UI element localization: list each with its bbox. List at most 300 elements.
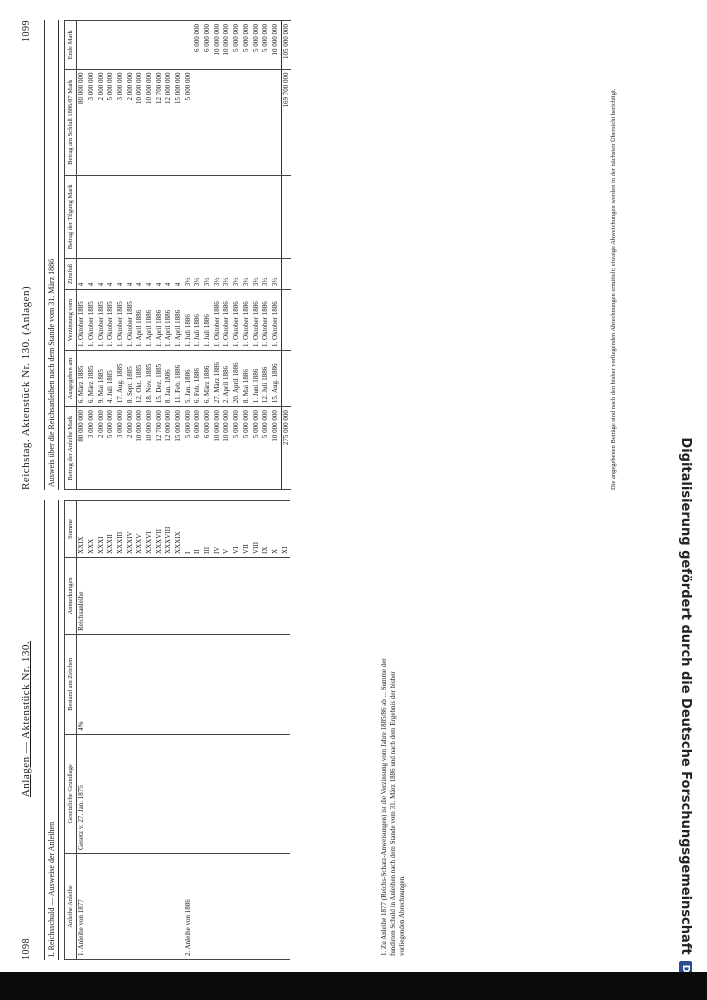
table-cell: 3 000 000 bbox=[87, 407, 97, 490]
table-cell: 6 000 000 bbox=[193, 407, 203, 490]
table-cell: 1. Oktober 1885 bbox=[106, 290, 116, 351]
table-cell: 2 000 000 bbox=[126, 407, 136, 490]
right-col-header: Verzinsung vom bbox=[65, 290, 77, 351]
table-cell bbox=[97, 853, 107, 959]
table-cell bbox=[184, 175, 194, 258]
table-cell bbox=[87, 557, 97, 634]
table-cell bbox=[116, 557, 126, 634]
table-cell bbox=[203, 557, 213, 634]
table-cell bbox=[97, 557, 107, 634]
table-cell bbox=[271, 634, 281, 734]
table-row bbox=[145, 21, 155, 490]
table-cell: 12. Juli 1886 bbox=[261, 350, 271, 406]
table-row bbox=[242, 501, 252, 960]
table-cell: 1. Oktober 1885 bbox=[87, 290, 97, 351]
table-cell: 8. Mai 1886 bbox=[242, 350, 252, 406]
table-cell bbox=[271, 557, 281, 634]
table-cell: 10 000 000 bbox=[271, 407, 281, 490]
table-cell bbox=[242, 557, 252, 634]
table-cell: 1. April 1886 bbox=[135, 290, 145, 351]
table-cell bbox=[126, 21, 136, 70]
table-cell: 5 000 000 bbox=[184, 69, 194, 175]
table-row bbox=[135, 501, 145, 960]
table-cell: 5 000 000 bbox=[242, 21, 252, 70]
table-cell bbox=[164, 853, 174, 959]
table-cell bbox=[232, 734, 242, 853]
table-cell: 2 000 000 bbox=[126, 69, 136, 175]
table-cell bbox=[222, 69, 232, 175]
table-cell: 5 000 000 bbox=[261, 407, 271, 490]
table-cell: 5 000 000 bbox=[106, 407, 116, 490]
left-header-title: Anlagen — Aktenstück Nr. 130. bbox=[20, 640, 32, 798]
table-cell bbox=[116, 175, 126, 258]
table-cell bbox=[145, 21, 155, 70]
table-cell bbox=[281, 853, 291, 959]
table-cell: 4 bbox=[135, 258, 145, 289]
table-row bbox=[155, 21, 165, 490]
right-running-head bbox=[20, 20, 32, 490]
table-row bbox=[106, 21, 116, 490]
table-cell: 1. April 1886 bbox=[164, 290, 174, 351]
table-cell: 80 000 000 bbox=[77, 69, 87, 175]
table-cell bbox=[252, 557, 262, 634]
table-cell: 1. Oktober 1885 bbox=[77, 290, 87, 351]
table-cell bbox=[77, 175, 87, 258]
table-cell: 1. Oktober 1885 bbox=[97, 290, 107, 351]
right-col-header: Zinsfuß bbox=[65, 258, 77, 289]
table-cell: 5 000 000 bbox=[252, 21, 262, 70]
table-cell: 5 000 000 bbox=[242, 407, 252, 490]
table-cell: 5 000 000 bbox=[232, 21, 242, 70]
table-cell bbox=[193, 853, 203, 959]
table-cell bbox=[155, 557, 165, 634]
table-cell: Gesetz v. 27. Jan. 1875 bbox=[77, 734, 87, 853]
banner-text-row bbox=[673, 0, 699, 1000]
right-col-header: Betrag am Schluß 1886/87 Mark bbox=[65, 69, 77, 175]
table-cell: VII bbox=[242, 501, 252, 558]
table-cell: 2 000 000 bbox=[97, 69, 107, 175]
table-cell: 10 000 000 bbox=[145, 69, 155, 175]
table-cell: 4 bbox=[106, 258, 116, 289]
right-col-header: Ausgegeben am bbox=[65, 350, 77, 406]
table-row bbox=[252, 21, 262, 490]
sum-row bbox=[281, 21, 291, 490]
table-cell bbox=[164, 634, 174, 734]
table-cell: VIII bbox=[252, 501, 262, 558]
table-cell: 1. Oktober 1886 bbox=[271, 290, 281, 351]
table-cell: 1. Juli 1886 bbox=[184, 290, 194, 351]
table-cell: 6. März 1885 bbox=[77, 350, 87, 406]
table-cell bbox=[252, 175, 262, 258]
right-col-header: Betrag der Anleihe Mark bbox=[65, 407, 77, 490]
table-cell bbox=[222, 734, 232, 853]
table-cell: 6. Feb. 1886 bbox=[193, 350, 203, 406]
table-cell bbox=[87, 734, 97, 853]
table-cell: 6. März 1886 bbox=[203, 350, 213, 406]
table-cell: 6 000 000 bbox=[203, 407, 213, 490]
table-row bbox=[222, 21, 232, 490]
table-cell: 5 000 000 bbox=[261, 21, 271, 70]
table-row bbox=[281, 501, 291, 960]
table-cell bbox=[155, 853, 165, 959]
table-cell bbox=[174, 21, 184, 70]
table-cell: 4 bbox=[174, 258, 184, 289]
table-cell: XXXV bbox=[135, 501, 145, 558]
right-header-title: Reichstag. Aktenstück Nr. 130. (Anlagen) bbox=[20, 285, 32, 490]
table-cell: 1. Oktober 1885 bbox=[116, 290, 126, 351]
table-cell: 4 bbox=[116, 258, 126, 289]
table-row bbox=[164, 21, 174, 490]
table-cell: XXIX bbox=[77, 501, 87, 558]
scan-bottom-edge bbox=[0, 972, 707, 1000]
table-row bbox=[77, 501, 87, 960]
table-cell: XXX bbox=[87, 501, 97, 558]
table-cell bbox=[213, 175, 223, 258]
table-cell bbox=[106, 853, 116, 959]
table-row bbox=[232, 501, 242, 960]
table-cell: 1. Juli 1886 bbox=[193, 290, 203, 351]
table-cell: I bbox=[184, 501, 194, 558]
table-cell bbox=[155, 175, 165, 258]
table-cell bbox=[87, 853, 97, 959]
table-cell: 1. Juli 1886 bbox=[203, 290, 213, 351]
table-cell bbox=[145, 734, 155, 853]
table-row bbox=[126, 501, 136, 960]
table-cell: 15 000 000 bbox=[174, 69, 184, 175]
table-cell bbox=[116, 634, 126, 734]
rotated-spread bbox=[20, 20, 660, 960]
table-cell: 3½ bbox=[271, 258, 281, 289]
table-cell bbox=[203, 734, 213, 853]
table-cell: XXXIX bbox=[174, 501, 184, 558]
table-cell bbox=[252, 69, 262, 175]
table-cell bbox=[232, 69, 242, 175]
left-col-header: Summe bbox=[65, 501, 77, 558]
table-cell: XXXIII bbox=[116, 501, 126, 558]
table-cell bbox=[203, 175, 213, 258]
table-cell bbox=[242, 853, 252, 959]
table-row bbox=[145, 501, 155, 960]
table-row bbox=[193, 21, 203, 490]
table-cell bbox=[281, 557, 291, 634]
table-cell: 3½ bbox=[222, 258, 232, 289]
table-cell bbox=[106, 557, 116, 634]
table-cell bbox=[242, 634, 252, 734]
table-cell: 3½ bbox=[232, 258, 242, 289]
table-cell: 18. Nov. 1885 bbox=[145, 350, 155, 406]
digitization-banner bbox=[673, 0, 699, 1000]
table-cell bbox=[174, 175, 184, 258]
table-cell: 80 000 000 bbox=[77, 407, 87, 490]
table-cell: 9. Mai 1885 bbox=[97, 350, 107, 406]
table-row bbox=[271, 21, 281, 490]
table-cell bbox=[126, 557, 136, 634]
table-row bbox=[87, 21, 97, 490]
table-cell: 2. Anleihe von 1886 bbox=[184, 853, 194, 959]
table-row bbox=[106, 501, 116, 960]
table-cell: XI bbox=[281, 501, 291, 558]
left-col-header: Bestand am Zeichen bbox=[65, 634, 77, 734]
table-cell: IV bbox=[213, 501, 223, 558]
table-cell bbox=[106, 175, 116, 258]
table-cell bbox=[281, 734, 291, 853]
table-cell: 1. April 1886 bbox=[155, 290, 165, 351]
sum-cell bbox=[281, 175, 291, 258]
right-col-header: Ende Mark bbox=[65, 21, 77, 70]
table-cell: 10 000 000 bbox=[271, 21, 281, 70]
right-section-title: Ausweis über die Reichsanleihen nach dem Stande vom 31. März 1886 bbox=[47, 258, 56, 487]
table-cell bbox=[193, 557, 203, 634]
table-cell: 1. Oktober 1886 bbox=[261, 290, 271, 351]
table-cell: XXXI bbox=[97, 501, 107, 558]
table-cell bbox=[193, 69, 203, 175]
table-cell bbox=[126, 853, 136, 959]
table-cell bbox=[193, 175, 203, 258]
sum-cell bbox=[281, 258, 291, 289]
table-cell: 3½ bbox=[193, 258, 203, 289]
table-row bbox=[116, 501, 126, 960]
table-cell bbox=[184, 634, 194, 734]
table-cell bbox=[281, 634, 291, 734]
table-cell: IX bbox=[261, 501, 271, 558]
table-cell bbox=[193, 634, 203, 734]
table-cell: 10 000 000 bbox=[145, 407, 155, 490]
table-cell: V bbox=[222, 501, 232, 558]
table-cell: 1. Oktober 1886 bbox=[242, 290, 252, 351]
table-cell: 20. April 1886 bbox=[232, 350, 242, 406]
table-cell bbox=[155, 21, 165, 70]
table-cell bbox=[184, 734, 194, 853]
table-cell bbox=[126, 634, 136, 734]
table-cell bbox=[135, 734, 145, 853]
table-cell bbox=[261, 69, 271, 175]
table-row bbox=[261, 501, 271, 960]
table-cell: 15. Aug. 1886 bbox=[271, 350, 281, 406]
table-cell: 10 000 000 bbox=[213, 21, 223, 70]
table-cell: 3½ bbox=[252, 258, 262, 289]
table-cell bbox=[242, 175, 252, 258]
table-cell bbox=[213, 734, 223, 853]
table-cell bbox=[271, 853, 281, 959]
table-cell bbox=[87, 21, 97, 70]
table-cell: 10 000 000 bbox=[135, 407, 145, 490]
table-cell bbox=[213, 69, 223, 175]
table-cell bbox=[261, 634, 271, 734]
table-cell bbox=[97, 734, 107, 853]
table-cell bbox=[145, 557, 155, 634]
left-page bbox=[20, 500, 660, 960]
table-cell: 11. Feb. 1886 bbox=[174, 350, 184, 406]
table-cell bbox=[164, 734, 174, 853]
table-cell: 3 000 000 bbox=[116, 69, 126, 175]
table-row bbox=[184, 21, 194, 490]
table-cell bbox=[97, 175, 107, 258]
table-cell bbox=[106, 734, 116, 853]
table-row bbox=[97, 501, 107, 960]
table-row bbox=[271, 501, 281, 960]
table-cell bbox=[106, 634, 116, 734]
table-cell: 3 000 000 bbox=[87, 69, 97, 175]
table-row bbox=[126, 21, 136, 490]
table-row bbox=[116, 21, 126, 490]
left-section-head bbox=[44, 500, 59, 960]
table-cell bbox=[184, 557, 194, 634]
table-cell: 1. April 1886 bbox=[145, 290, 155, 351]
table-cell: 3½ bbox=[203, 258, 213, 289]
table-row bbox=[135, 21, 145, 490]
table-cell bbox=[164, 557, 174, 634]
table-row bbox=[232, 21, 242, 490]
table-cell: XXXVII bbox=[155, 501, 165, 558]
table-cell: Reichsanleihe bbox=[77, 557, 87, 634]
left-col-header: Anleihe Anleihe bbox=[65, 853, 77, 959]
table-cell bbox=[116, 853, 126, 959]
table-cell: 3½ bbox=[184, 258, 194, 289]
table-row bbox=[97, 21, 107, 490]
table-cell bbox=[261, 734, 271, 853]
table-cell bbox=[164, 21, 174, 70]
table-row bbox=[155, 501, 165, 960]
table-cell: 1. Oktober 1886 bbox=[232, 290, 242, 351]
table-cell: 2 000 000 bbox=[97, 407, 107, 490]
table-cell bbox=[135, 853, 145, 959]
table-cell: 3 000 000 bbox=[116, 407, 126, 490]
table-cell: 12 000 000 bbox=[164, 69, 174, 175]
table-cell bbox=[203, 69, 213, 175]
table-cell: 4 bbox=[126, 258, 136, 289]
left-section-title: I. Reichsschuld — Ausweise der Anleihen bbox=[47, 821, 56, 957]
table-cell: 4. Juli 1885 bbox=[106, 350, 116, 406]
table-cell: 27. März 1886 bbox=[213, 350, 223, 406]
table-cell bbox=[135, 21, 145, 70]
table-cell bbox=[87, 634, 97, 734]
table-row bbox=[242, 21, 252, 490]
right-table bbox=[64, 20, 291, 490]
table-cell bbox=[145, 853, 155, 959]
table-row bbox=[203, 21, 213, 490]
table-cell: 10 000 000 bbox=[222, 407, 232, 490]
table-cell bbox=[106, 21, 116, 70]
table-cell: 1. Oktober 1885 bbox=[126, 290, 136, 351]
right-col-header: Betrag der Tilgung Mark bbox=[65, 175, 77, 258]
table-cell bbox=[174, 557, 184, 634]
table-cell: XXXIV bbox=[126, 501, 136, 558]
table-cell bbox=[203, 634, 213, 734]
table-row bbox=[261, 21, 271, 490]
table-cell bbox=[145, 634, 155, 734]
table-cell bbox=[222, 634, 232, 734]
left-notes: 1. Zu Anleihe 1877 (Reichs-Schatz-Anweisungen) ist die Verzinsung vom Jahre 1885/86 ab ... Summe der fundirten Schuld in Anleihen nach dem Stande vom 31. März 1886 und nach dem Ergebnis der bisher vorliegenden Abrechnungen. bbox=[380, 658, 407, 956]
table-cell bbox=[271, 734, 281, 853]
table-cell bbox=[135, 175, 145, 258]
table-cell bbox=[77, 21, 87, 70]
sum-cell bbox=[281, 290, 291, 351]
table-cell: 4 bbox=[155, 258, 165, 289]
table-cell: 5 000 000 bbox=[232, 407, 242, 490]
sum-cell: 169 700 000 bbox=[281, 69, 291, 175]
table-cell bbox=[164, 175, 174, 258]
table-cell bbox=[87, 175, 97, 258]
table-cell: 4 bbox=[145, 258, 155, 289]
banner-text: Digitalisierung gefördert durch die Deutsche Forschungsgemeinschaft bbox=[678, 437, 694, 955]
table-cell bbox=[261, 557, 271, 634]
table-cell bbox=[155, 734, 165, 853]
table-cell: 4 bbox=[97, 258, 107, 289]
table-cell bbox=[213, 557, 223, 634]
table-cell: 8. Sept. 1885 bbox=[126, 350, 136, 406]
table-cell: 6 000 000 bbox=[193, 21, 203, 70]
table-cell: 5 000 000 bbox=[106, 69, 116, 175]
table-cell bbox=[232, 175, 242, 258]
table-cell bbox=[222, 175, 232, 258]
left-table-container bbox=[64, 500, 290, 960]
left-page-number: 1098 bbox=[21, 938, 32, 960]
table-cell bbox=[116, 21, 126, 70]
table-cell: III bbox=[203, 501, 213, 558]
left-table bbox=[64, 500, 290, 960]
table-cell bbox=[184, 21, 194, 70]
table-row bbox=[174, 501, 184, 960]
table-cell: 4 bbox=[164, 258, 174, 289]
right-page-number: 1099 bbox=[21, 20, 32, 42]
table-row bbox=[252, 501, 262, 960]
table-cell: 5. Jan. 1886 bbox=[184, 350, 194, 406]
table-cell bbox=[97, 634, 107, 734]
left-col-header: Gesetzliche Grundlage bbox=[65, 734, 77, 853]
table-cell bbox=[222, 853, 232, 959]
table-cell: 12 700 000 bbox=[155, 69, 165, 175]
table-cell: 15 000 000 bbox=[174, 407, 184, 490]
table-cell bbox=[135, 634, 145, 734]
table-cell: 1. April 1886 bbox=[174, 290, 184, 351]
table-cell: XXXII bbox=[106, 501, 116, 558]
table-cell: II bbox=[193, 501, 203, 558]
table-cell: 5 000 000 bbox=[252, 407, 262, 490]
table-cell bbox=[252, 853, 262, 959]
table-cell: 3½ bbox=[261, 258, 271, 289]
table-cell: 4 bbox=[87, 258, 97, 289]
sum-cell bbox=[281, 350, 291, 406]
table-cell bbox=[203, 853, 213, 959]
table-cell bbox=[242, 69, 252, 175]
sum-cell: 105 000 000 bbox=[281, 21, 291, 70]
right-footnote: Die angegebenen Beträge sind nach den bisher vorliegenden Abrechnungen ermittelt; etwaige Abweichungen werden in der nächsten Übersicht berichtigt. bbox=[610, 88, 617, 490]
table-cell: XXXVIII bbox=[164, 501, 174, 558]
table-cell bbox=[232, 634, 242, 734]
table-cell: 1. Oktober 1886 bbox=[213, 290, 223, 351]
table-cell: 6 000 000 bbox=[203, 21, 213, 70]
table-cell: 2. April 1886 bbox=[222, 350, 232, 406]
table-cell: 4% bbox=[77, 634, 87, 734]
table-cell: 12 000 000 bbox=[164, 407, 174, 490]
table-cell bbox=[252, 634, 262, 734]
table-cell bbox=[174, 634, 184, 734]
table-row bbox=[164, 501, 174, 960]
table-cell: X bbox=[271, 501, 281, 558]
table-cell: 1. Oktober 1886 bbox=[252, 290, 262, 351]
table-row bbox=[174, 21, 184, 490]
table-cell: 5 000 000 bbox=[184, 407, 194, 490]
table-cell bbox=[261, 175, 271, 258]
table-cell: 3½ bbox=[213, 258, 223, 289]
table-cell bbox=[126, 175, 136, 258]
sum-cell: 275 000 000 bbox=[281, 407, 291, 490]
table-cell: 8. Jan. 1886 bbox=[164, 350, 174, 406]
table-cell bbox=[145, 175, 155, 258]
table-cell: 12. Okt. 1885 bbox=[135, 350, 145, 406]
table-cell bbox=[271, 175, 281, 258]
table-row bbox=[87, 501, 97, 960]
